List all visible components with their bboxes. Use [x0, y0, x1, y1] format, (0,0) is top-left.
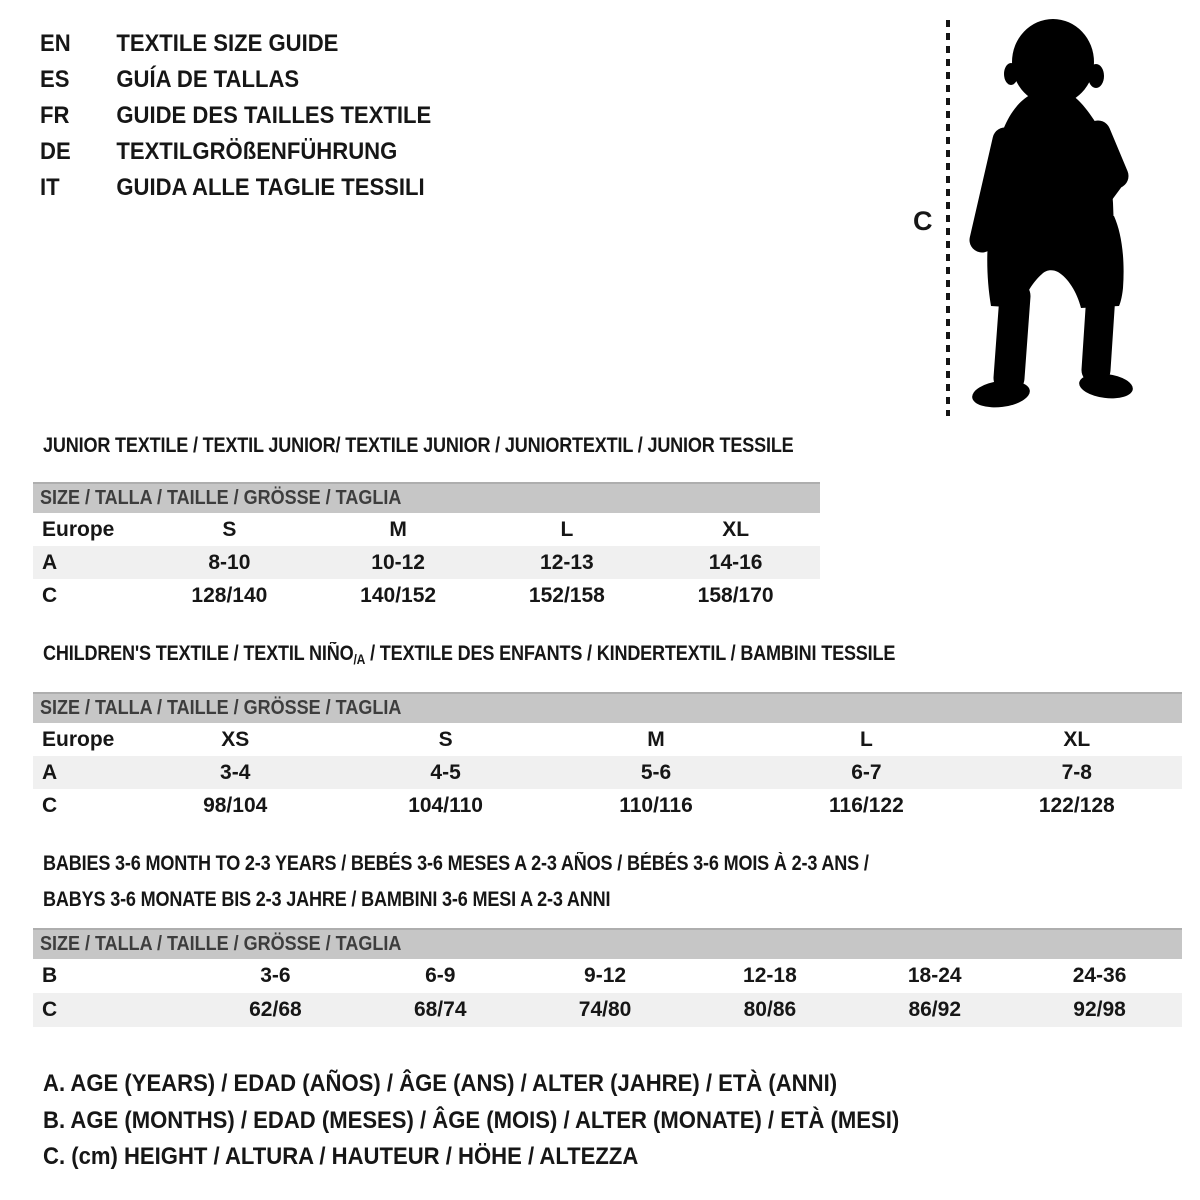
- row-label: C: [42, 583, 58, 607]
- measurement-legend: [43, 1066, 974, 1176]
- size-header-bar: SIZE / TALLA / TAILLE / GRÖSSE / TAGLIA: [33, 692, 1182, 723]
- lang-row-es: [40, 62, 431, 98]
- row-label: Europe: [42, 727, 115, 751]
- lang-code: ES: [40, 66, 70, 93]
- row-label: Europe: [42, 517, 115, 541]
- table-row-europe: Europe XS S M L XL: [33, 723, 1182, 756]
- table-row-age: A 8-10 10-12 12-13 14-16: [33, 546, 820, 579]
- legend-line-a: A. AGE (YEARS) / EDAD (AÑOS) / ÂGE (ANS) / ALTER (JAHRE) / ETÀ (ANNI): [43, 1070, 838, 1097]
- nino-a-subscript: /A: [353, 651, 366, 667]
- children-size-table: [33, 692, 1182, 822]
- lang-row-en: [40, 26, 431, 62]
- legend-line-c: C. (cm) HEIGHT / ALTURA / HAUTEUR / HÖHE / ALTEZZA: [43, 1143, 639, 1170]
- guide-title-de: TEXTILGRÖßENFÜHRUNG: [116, 138, 398, 165]
- lang-row-it: [40, 170, 431, 206]
- table-row-height: C 128/140 140/152 152/158 158/170: [33, 579, 820, 612]
- size-header-bar: SIZE / TALLA / TAILLE / GRÖSSE / TAGLIA: [33, 482, 820, 513]
- legend-line-b: B. AGE (MONTHS) / EDAD (MESES) / ÂGE (MOIS) / ALTER (MONATE) / ETÀ (MESI): [43, 1106, 900, 1134]
- table-row-height: C 62/68 68/74 74/80 80/86 86/92 92/98: [33, 993, 1182, 1027]
- table-row-age: A 3-4 4-5 5-6 6-7 7-8: [33, 756, 1182, 789]
- language-title-block: [40, 26, 465, 206]
- lang-code: IT: [40, 174, 60, 201]
- row-label: C: [42, 998, 58, 1021]
- toddler-silhouette-figure: [905, 18, 1165, 418]
- row-label: A: [42, 550, 58, 574]
- guide-title-es: GUÍA DE TALLAS: [116, 66, 300, 93]
- table-row-height: C 98/104 104/110 110/116 116/122 122/128: [33, 789, 1182, 822]
- section-title-babies: BABIES 3-6 MONTH TO 2-3 YEARS / BEBÉS 3-6 MESES A 2-3 AÑOS / BÉBÉS 3-6 MOIS À 2-3 ANS / BABYS 3-6 MONATE BIS 2-3 JAHRE / BAMBINI 3-6 MESI A 2-3 ANNI: [43, 852, 869, 911]
- lang-row-fr: [40, 98, 431, 134]
- junior-size-table: [33, 482, 820, 612]
- lang-code: EN: [40, 30, 71, 57]
- lang-code: DE: [40, 138, 71, 165]
- guide-title-it: GUIDA ALLE TAGLIE TESSILI: [116, 174, 425, 201]
- size-header-bar: SIZE / TALLA / TAILLE / GRÖSSE / TAGLIA: [33, 928, 1182, 959]
- lang-code: FR: [40, 102, 70, 129]
- table-row-europe: Europe S M L XL: [33, 513, 820, 546]
- section-title-junior: JUNIOR TEXTILE / TEXTIL JUNIOR/ TEXTILE JUNIOR / JUNIORTEXTIL / JUNIOR TESSILE: [43, 434, 794, 457]
- toddler-silhouette: [971, 19, 1135, 410]
- table-row-age-months: B 3-6 6-9 9-12 12-18 18-24 24-36: [33, 959, 1182, 993]
- section-title-children: CHILDREN'S TEXTILE / TEXTIL $NIÑO_{/A}$ / TEXTILE DES ENFANTS / KINDERTEXTIL / BAMBINI TESSILE: [43, 642, 896, 667]
- row-label: A: [42, 760, 58, 784]
- babies-size-table: [33, 928, 1182, 1027]
- row-label: B: [42, 964, 58, 987]
- lang-row-de: [40, 134, 431, 170]
- row-label: C: [42, 793, 58, 817]
- height-measure-label: C: [913, 206, 933, 236]
- guide-title-en: TEXTILE SIZE GUIDE: [116, 30, 339, 57]
- guide-title-fr: GUIDE DES TAILLES TEXTILE: [116, 102, 432, 129]
